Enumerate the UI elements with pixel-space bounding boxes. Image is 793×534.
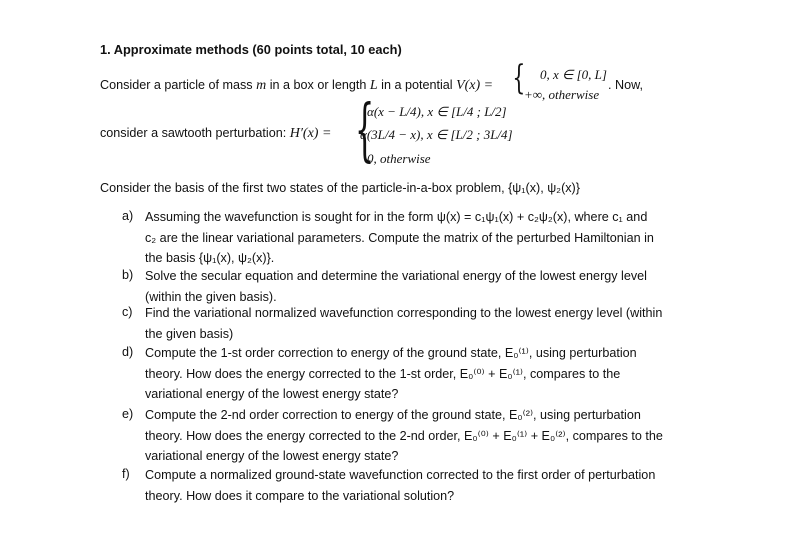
- mass-symbol: m: [256, 78, 267, 93]
- item-d-line-2: theory. How does the energy corrected to the 1-st order, E₀⁽⁰⁾ + E₀⁽¹⁾, compares to the: [145, 366, 621, 381]
- item-f-text: [145, 465, 705, 506]
- perturbation-case-3: 0, otherwise: [367, 151, 431, 166]
- potential-case-2: +∞, otherwise: [524, 87, 600, 102]
- item-a-line-1: Assuming the wavefunction is sought for in the form ψ(x) = c₁ψ₁(x) + c₂ψ₂(x), where c₁ and: [145, 210, 648, 224]
- potential-lhs: V(x) =: [456, 78, 494, 93]
- item-a-text: [145, 207, 705, 269]
- intro-text-start: Consider a particle of mass: [100, 78, 253, 92]
- perturbation-text: consider a sawtooth perturbation:: [100, 126, 287, 140]
- item-e-line-3: variational energy of the lowest energy state?: [145, 449, 399, 463]
- item-e-label: e): [122, 407, 134, 421]
- item-b-line-1: Solve the secular equation and determine the variational energy of the lowest energy level: [145, 269, 647, 283]
- item-c-line-2: the given basis): [145, 326, 234, 341]
- item-c-text: [145, 303, 705, 344]
- item-c-line-1: Find the variational normalized wavefunction corresponding to the lowest energy level (within: [145, 306, 663, 320]
- item-a-label: a): [122, 209, 134, 223]
- length-symbol: L: [369, 78, 378, 93]
- intro-line-1-end: . Now,: [608, 78, 643, 92]
- item-f-line-1: Compute a normalized ground-state wavefunction corrected to the first order of perturbation: [145, 468, 656, 482]
- perturbation-case-1: α(x − L/4), x ∈ [L/4 ; L/2]: [367, 104, 507, 119]
- intro-line-2: [100, 126, 331, 142]
- item-e-text: [145, 405, 705, 467]
- item-e-line-2: theory. How does the energy corrected to the 2-nd order, E₀⁽⁰⁾ + E₀⁽¹⁾ + E₀⁽²⁾, compares to the: [145, 428, 663, 443]
- potential-brace: {: [512, 58, 526, 98]
- intro-line-1: [100, 78, 493, 94]
- perturbation-case-2: α(3L/4 − x), x ∈ [L/2 ; 3L/4]: [360, 127, 513, 142]
- perturbation-lhs: H′(x) =: [289, 126, 332, 141]
- item-b-label: b): [122, 268, 134, 282]
- potential-case-1: 0, x ∈ [0, L]: [540, 67, 607, 82]
- item-f-line-2: theory. How does it compare to the variational solution?: [145, 488, 455, 503]
- item-d-line-1: Compute the 1-st order correction to energy of the ground state, E₀⁽¹⁾, using perturbation: [145, 346, 637, 360]
- item-f-label: f): [122, 467, 130, 481]
- item-e-line-1: Compute the 2-nd order correction to energy of the ground state, E₀⁽²⁾, using perturbation: [145, 408, 641, 422]
- item-b-line-2: (within the given basis).: [145, 289, 277, 304]
- item-d-line-3: variational energy of the lowest energy state?: [145, 387, 399, 401]
- intro-text-mid2: in a potential: [381, 78, 453, 92]
- item-d-text: [145, 343, 705, 405]
- problem-heading: 1. Approximate methods (60 points total, 10 each): [100, 42, 402, 57]
- item-d-label: d): [122, 345, 134, 359]
- item-b-text: [145, 266, 705, 307]
- item-a-line-3: the basis {ψ₁(x), ψ₂(x)}.: [145, 251, 275, 265]
- item-a-line-2: c₂ are the linear variational parameters. Compute the matrix of the perturbed Hamiltonian in: [145, 230, 654, 245]
- basis-sentence: Consider the basis of the first two states of the particle-in-a-box problem, {ψ₁(x), ψ₂(x)}: [100, 181, 580, 195]
- perturbation-brace: {: [354, 91, 375, 170]
- item-c-label: c): [122, 305, 133, 319]
- intro-text-mid: in a box or length: [269, 78, 367, 92]
